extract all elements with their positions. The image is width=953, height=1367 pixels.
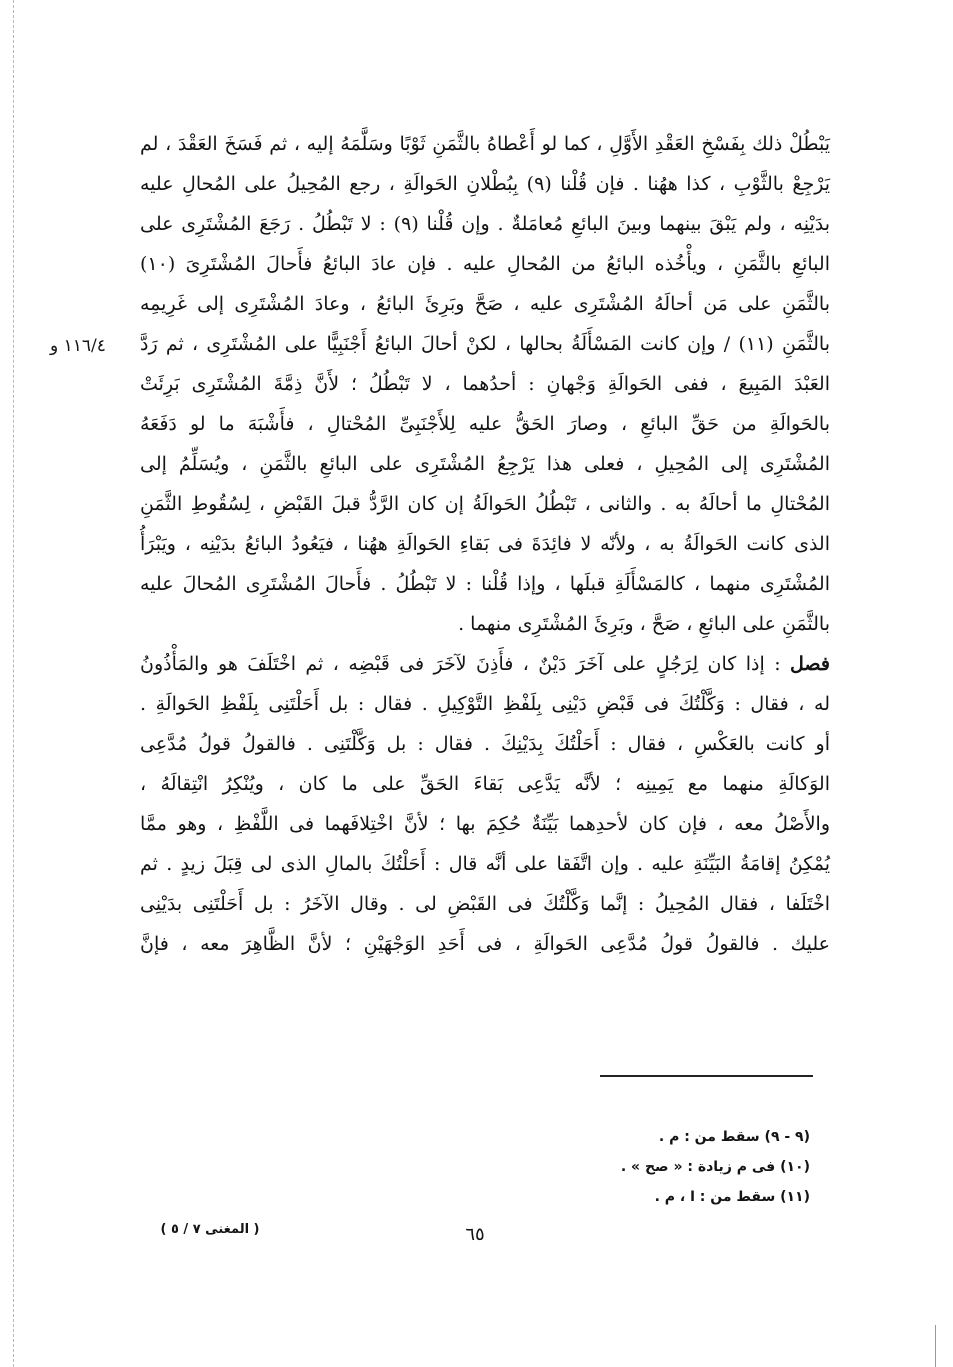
page-number: ٦٥ [465,1224,485,1245]
text-line: الذى كانت الحَوالَةُ به ، ولأنّه لا فائِدَةَ فى بَقاءِ الحَوالَةِ ههُنا ، فيَعُودُ البائعُ بدَيْنِه ، ويَبْرَأُ [140,533,830,555]
text-line: اخْتَلَفا ، فقال المُحِيلُ : إنَّما وَكَّلْتُكَ فى القَبْضِ لى . وقال الآخَرُ : بل أَحَلْتَنِى بدَيْنِى [140,893,830,915]
text-line: له ، فقال : وَكَّلْتُكَ فى قَبْضِ دَيْنِى بِلَفْظِ التَّوْكِيلِ . فقال : بل أَحَلْتَنِى بِلَفْظِ الحَوالَةِ . [140,693,830,715]
text-line: والأَصْلُ معه ، فإن كان لأحدِهما بَيِّنَةٌ حُكِمَ بها ؛ لأنَّ اخْتِلافَهما فى اللَّفْظِ ، وهو ممَّا [140,813,830,835]
text-line: المُشْتَرِى منهما ، كالمَسْأَلَةِ قبلَها ، وإذا قُلْنا : لا تَبْطُلُ . فأَحالَ المُشْتَرِى المُحالَ عليه [140,573,830,595]
text-line: المُشْتَرِى إلى المُحِيلِ ، فعلى هذا يَرْجِعُ المُشْتَرِى على البائعِ بالثَّمَنِ ، ويُسَلِّمُ إلى [140,453,830,475]
text-line: يَرْجِعْ بالثَّوْبِ ، كذا ههُنا . فإن قُلْنا (٩) بِبُطْلانِ الحَوالَةِ ، رجع المُحِيلُ على المُحالِ عليه [140,173,830,195]
footnote: (٩ - ٩) سقط من : م . [658,1129,810,1145]
text-line: بالثَّمَنِ على مَن أحالَهُ المُشْتَرِى عليه ، صَحَّ وبَرِئَ البائعُ ، وعادَ المُشْتَرِى إلى غَرِيمِه [140,293,830,315]
left-margin-rule [13,0,14,1367]
main-text [140,124,830,964]
footnotes [420,1122,810,1212]
footnote: (١١) سقط من : ا ، م . [654,1189,810,1205]
text-line: بالحَوالَةِ من حَقِّ البائعِ ، وصارَ الحَقُّ عليه لِلأَجْنَبِىِّ المُحْتالِ ، فأَشْبَهَ ما لو دَفَعَهُ [140,413,830,435]
text-line: العَبْدَ المَبِيعَ ، ففى الحَوالَةِ وَجْهانِ : أحدُهما ، لا تَبْطُلُ ؛ لأَنَّ ذِمَّةَ المُشْتَرِى بَرِئَتْ [140,373,830,395]
text-line: بالثَّمَنِ على البائعِ ، صَحَّ ، وبَرِئَ المُشْتَرِى منهما . [458,613,830,635]
source-reference: ( المغنى ٧ / ٥ ) [160,1222,260,1237]
text-line: البائعِ بالثَّمَنِ ، ويأْخُذه البائعُ من المُحالِ عليه . فإن عادَ البائعُ فأَحالَ المُشْتَرِىَ (١٠) [140,253,830,275]
footnote: (١٠) فى م زيادة : « صح » . [620,1159,810,1175]
footnote-separator [600,1075,813,1077]
margin-folio-note: ١١٦/٤ و [50,336,106,356]
text-line: يَبْطُلْ ذلك بِفَسْخِ العَقْدِ الأَوَّلِ ، كما لو أَعْطاهُ بالثَّمَنِ ثَوْبًا وسَلَّمَهُ إليه ، ثم فَسَخَ العَقْدَ ، لم [140,133,830,155]
text-line: أو كانت بالعَكْسِ ، فقال : أَحَلْتُكَ بِدَيْنِكَ . فقال : بل وَكَّلْتَنِى . فالقولُ قولُ مُدَّعِى [140,733,830,755]
text-line: بالثَّمَنِ (١١) / وإن كانت المَسْأَلَةُ بحالها ، لكنْ أحالَ البائعُ أَجْنَبِيًّا على المُشْتَرِى ، ثم رَدَّ [140,333,831,355]
fasl-heading: فصل [790,653,830,675]
bottom-edge-rule [935,1325,936,1367]
text-line: عليك . فالقولُ قولُ مُدَّعِى الحَوالَةِ ، فى أَحَدِ الوَجْهَيْنِ ؛ لأنَّ الظَّاهِرَ معه ، فإنَّ [140,933,830,955]
fasl-heading-line [140,644,830,684]
text-line: يُمْكِنُ إقامَةُ البَيِّنَةِ عليه . وإن اتَّفَقا على أنَّه قال : أَحَلْتُكَ بالمالِ الذى لى قِبَلَ زيدٍ . ثم [140,853,830,875]
text-line: المُحْتالِ ما أحالَهُ به . والثانى ، تَبْطُلُ الحَوالَةُ إن كان الرَّدُّ قبلَ القَبْضِ ، لِسُقُوطِ الثَّمَنِ [140,493,830,515]
text-line: بدَيْنِه ، ولم يَبْقَ بينهما وبينَ البائعِ مُعامَلةٌ . وإن قُلْنا (٩) : لا تَبْطُلُ . رَجَعَ المُشْتَرِى على [140,213,830,235]
fasl-line-text: : إذا كان لِرَجُلٍ على آخَرَ دَيْنٌ ، فأَذِنَ لآخَرَ فى قَبْضِه ، ثم اخْتَلَفَ هو والمَأْذُونُ [140,653,781,675]
text-line: الوَكالَةِ منهما مع يَمِينِه ؛ لأنَّه يَدَّعِى بَقاءَ الحَقِّ على ما كان ، ويُنْكِرُ انْتِقالَهُ ، [140,773,830,795]
